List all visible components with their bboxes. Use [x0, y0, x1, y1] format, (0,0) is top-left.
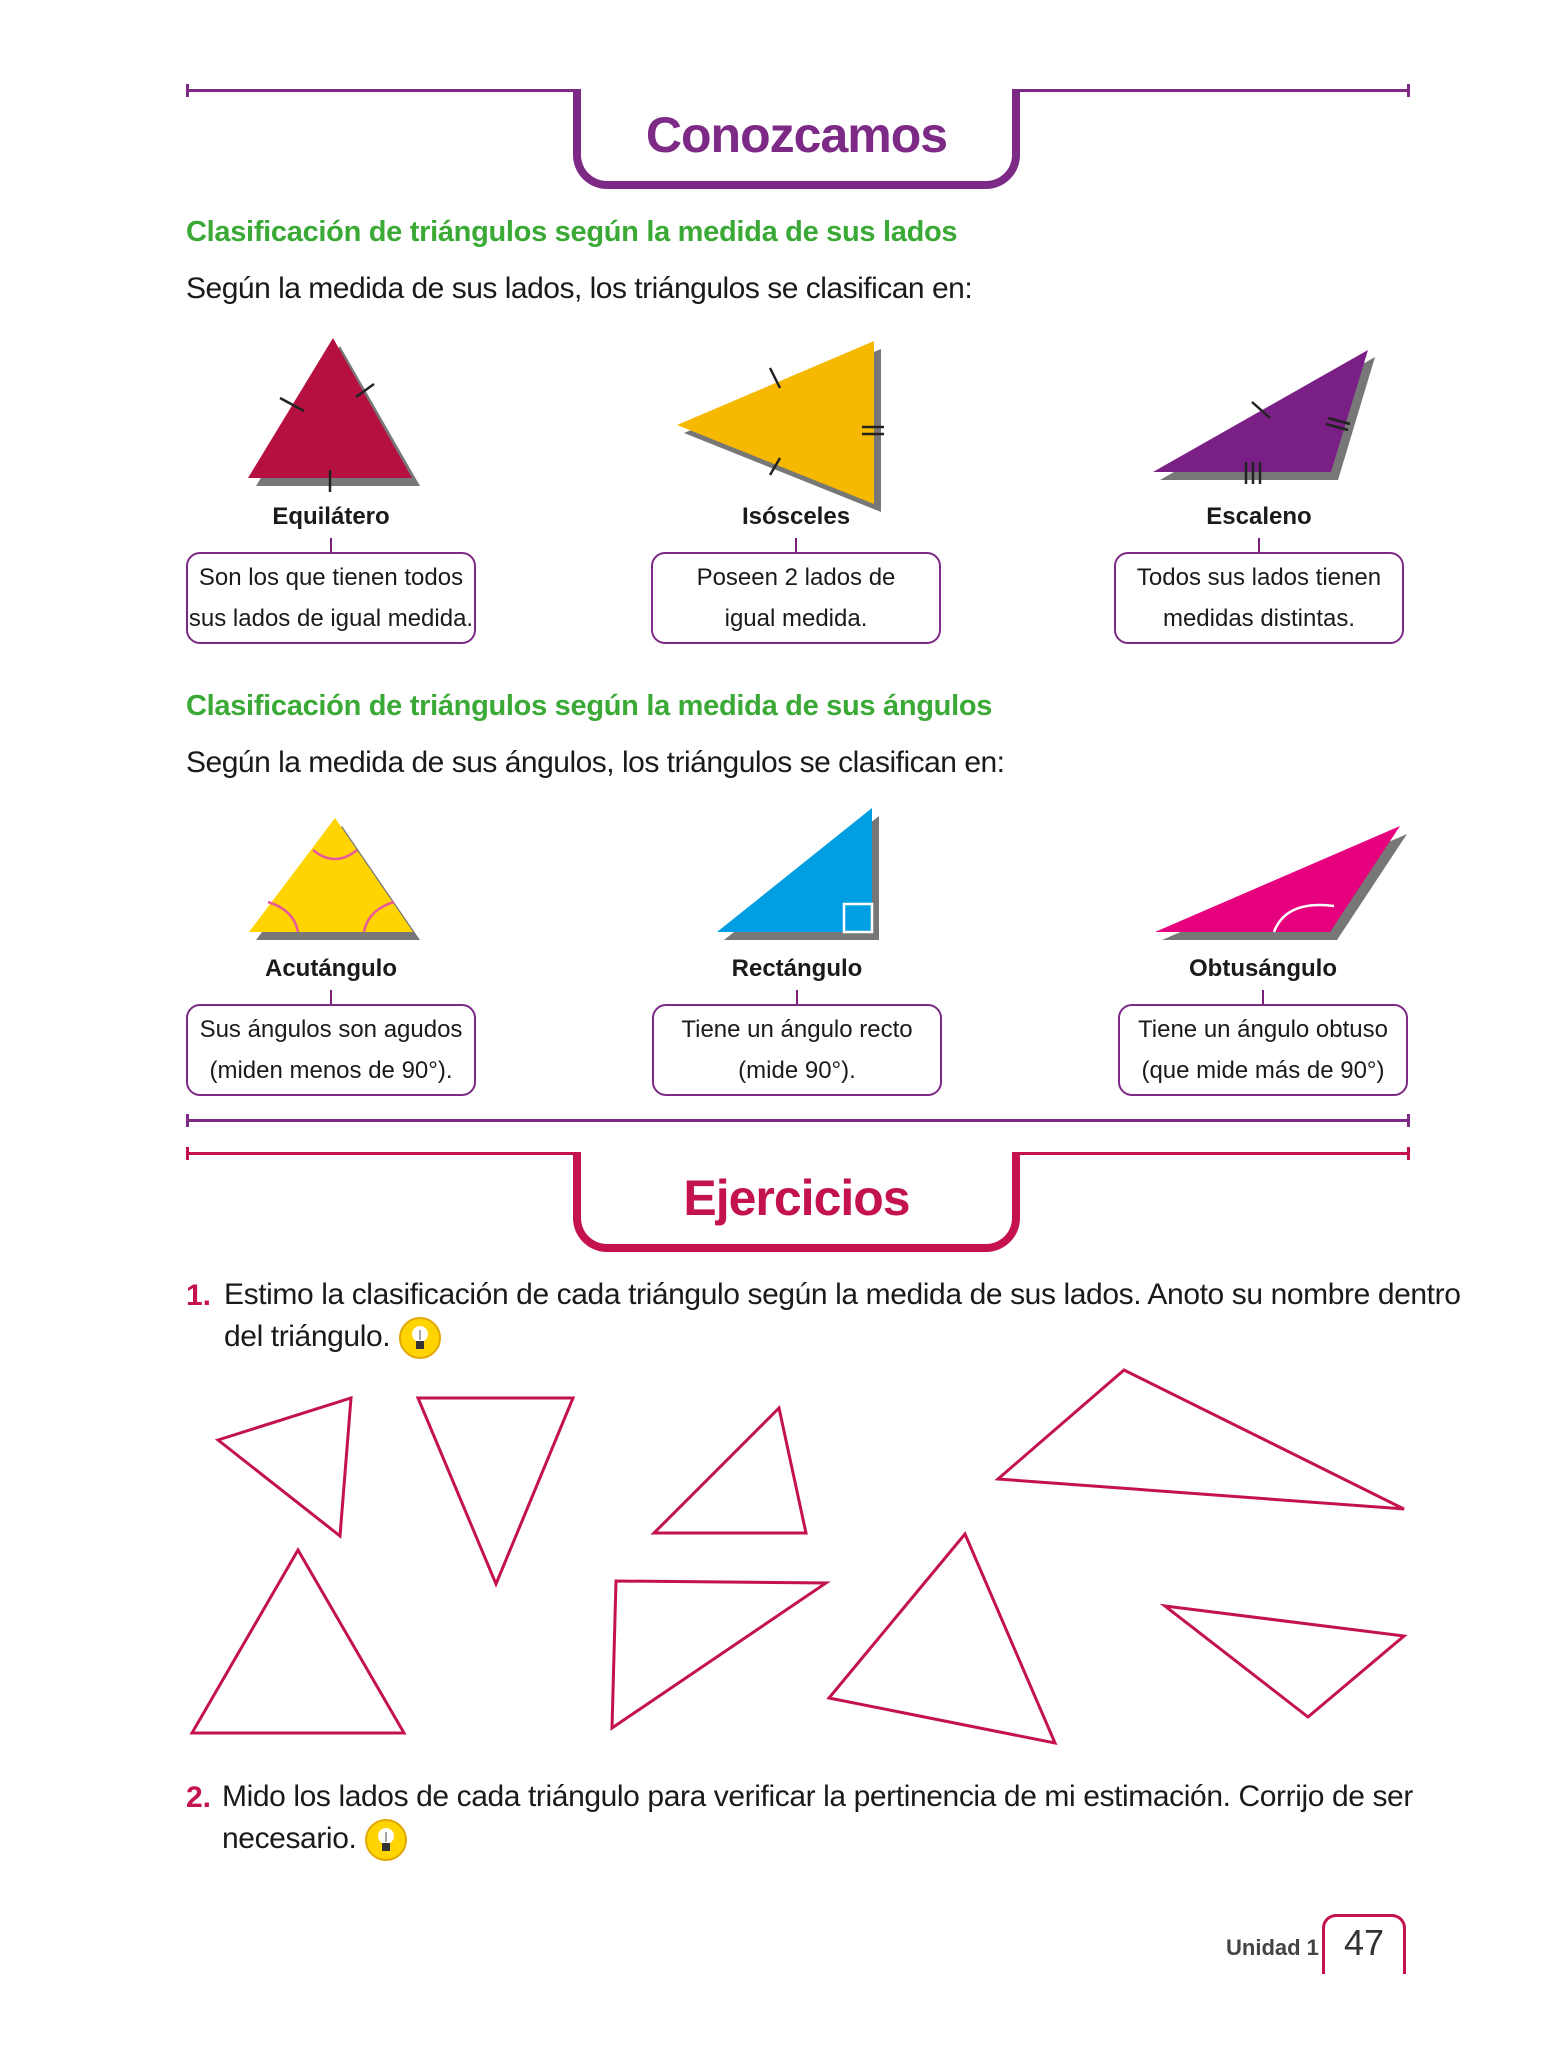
escaleno-description	[1114, 552, 1404, 644]
conozcamos-tab	[573, 89, 1020, 189]
description-line: Tiene un ángulo recto	[681, 1016, 913, 1043]
lightbulb-icon	[398, 1316, 442, 1360]
description-line: (que mide más de 90°)	[1141, 1057, 1385, 1084]
equilatero-description	[186, 552, 476, 644]
equilateral-triangle-icon	[248, 338, 420, 492]
acutangulo-description	[186, 1004, 476, 1096]
lightbulb-icon	[364, 1818, 408, 1862]
description-line: Tiene un ángulo obtuso	[1138, 1016, 1388, 1043]
page-number	[1322, 1914, 1406, 1974]
ejercicios-tab	[573, 1152, 1020, 1252]
exercise-2-number: 2.	[186, 1781, 212, 1814]
connector	[330, 538, 332, 552]
exercise-2-line2-wrap	[222, 1818, 1413, 1862]
sides-heading: Clasificación de triángulos según la medida de sus lados	[186, 216, 958, 248]
sides-intro: Según la medida de sus lados, los triángulos se clasifican en:	[186, 272, 973, 305]
description-line: Sus ángulos son agudos	[199, 1016, 463, 1043]
exercise-1-line2: del triángulo.	[224, 1320, 391, 1353]
triangle-shape	[192, 1550, 404, 1733]
description-line: medidas distintas.	[1162, 605, 1356, 632]
isosceles-label: Isósceles	[741, 503, 851, 530]
triangle-shape	[418, 1398, 573, 1584]
unit-label: Unidad 1	[1226, 1935, 1319, 1960]
connector	[795, 538, 797, 552]
triangle-shape	[654, 1408, 806, 1533]
escaleno-label: Escaleno	[1206, 503, 1312, 530]
connector	[330, 990, 332, 1004]
scalene-triangle-icon	[1153, 350, 1375, 484]
rectangulo-description	[652, 1004, 942, 1096]
description-line: (mide 90°).	[738, 1057, 856, 1084]
exercise-2-text	[222, 1776, 1413, 1862]
right-triangle-icon	[717, 808, 879, 940]
description-line: Son los que tienen todos	[198, 564, 464, 591]
exercise-2-line1: Mido los lados de cada triángulo para verificar la pertinencia de mi estimación. Corrijo de ser	[222, 1780, 1413, 1813]
connector	[1258, 538, 1260, 552]
connector	[1262, 990, 1264, 1004]
angles-illustrations	[0, 800, 1564, 950]
obtuse-triangle-icon	[1155, 826, 1407, 940]
description-line: Todos sus lados tienen	[1136, 564, 1382, 591]
exercise-1-text	[224, 1274, 1461, 1360]
triangle-shape	[829, 1534, 1055, 1743]
isosceles-triangle-icon	[677, 341, 884, 512]
exercise-1-line1: Estimo la clasificación de cada triángulo según la medida de sus lados. Anoto su nombre dentro	[224, 1278, 1461, 1311]
triangle-shape	[998, 1370, 1404, 1509]
obtusangulo-description	[1118, 1004, 1408, 1096]
description-line: igual medida.	[724, 605, 868, 632]
page-number-text: 47	[1343, 1922, 1385, 1963]
sides-illustrations	[0, 320, 1564, 520]
angles-heading: Clasificación de triángulos según la medida de sus ángulos	[186, 690, 993, 722]
exercise-1-line2-wrap	[224, 1316, 1461, 1360]
triangle-shape	[612, 1581, 826, 1728]
exercise-2-line2: necesario.	[222, 1822, 357, 1855]
exercise-1-triangles	[0, 1360, 1564, 1750]
connector	[796, 990, 798, 1004]
equilatero-label: Equilátero	[272, 503, 390, 530]
conozcamos-title: Conozcamos	[645, 107, 948, 163]
rectangulo-label: Rectángulo	[731, 955, 863, 982]
description-line: sus lados de igual medida.	[188, 605, 474, 632]
description-line: (miden menos de 90°).	[209, 1057, 453, 1084]
isosceles-description	[651, 552, 941, 644]
exercise-1-number: 1.	[186, 1279, 212, 1312]
triangle-shape	[218, 1398, 351, 1536]
triangle-shape	[1165, 1606, 1404, 1717]
obtusangulo-label: Obtusángulo	[1189, 955, 1337, 982]
angles-intro: Según la medida de sus ángulos, los triángulos se clasifican en:	[186, 746, 1005, 779]
section-end-rule	[186, 1119, 1410, 1122]
acutangulo-label: Acutángulo	[265, 955, 397, 982]
ejercicios-title: Ejercicios	[683, 1170, 910, 1226]
acute-triangle-icon	[249, 818, 420, 940]
description-line: Poseen 2 lados de	[696, 564, 896, 591]
